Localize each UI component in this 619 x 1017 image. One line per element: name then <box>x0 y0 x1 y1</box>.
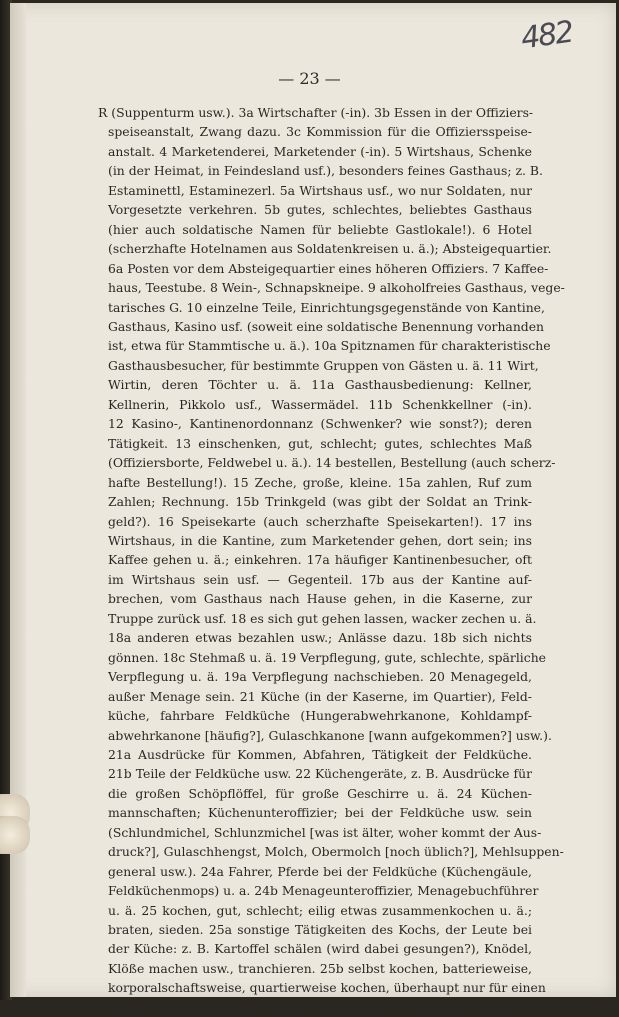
text-line: Zahlen; Rechnung. 15b Trinkgeld (was gibt der Soldat an Trink- <box>108 494 532 510</box>
text-line: haus, Teestube. 8 Wein-, Schnapskneipe. 9 alkoholfreies Gasthaus, vege- <box>108 280 565 296</box>
text-line: Klöße machen usw., tranchieren. 25b selbst kochen, batterieweise, <box>108 960 532 976</box>
text-line: Wirtshaus, in die Kantine, zum Marketender gehen, dort sein; ins <box>108 532 532 548</box>
text-line: (scherzhafte Hotelnamen aus Soldatenkreisen u. ä.); Absteigequartier. <box>108 241 552 257</box>
handwritten-annotation: 482 <box>518 14 575 57</box>
text-line: 21b Teile der Feldküche usw. 22 Küchengeräte, z. B. Ausdrücke für <box>108 766 532 782</box>
text-line: hafte Bestellung!). 15 Zeche, große, kleine. 15a zahlen, Ruf zum <box>108 474 532 490</box>
body-text <box>98 103 565 1017</box>
text-line: Kaffee gehen u. ä.; einkehren. 17a häufiger Kantinenbesucher, oft <box>108 552 532 568</box>
text-line: (in der Heimat, in Feindesland usf.), besonders feines Gasthaus; z. B. <box>108 163 543 179</box>
text-line: R (Suppenturm usw.). 3a Wirtschafter (-in). 3b Essen in der Offiziers- <box>98 105 534 120</box>
text-line: Truppe zurück usf. 18 es sich gut gehen lassen, wacker zechen u. ä. <box>108 610 537 626</box>
text-line: general usw.). 24a Fahrer, Pferde bei der Feldküche (Küchengäule, <box>108 863 532 879</box>
text-line: die großen Schöpflöffel, für große Geschirre u. ä. 24 Küchen- <box>108 785 532 801</box>
text-line: Verpflegung u. ä. 19a Verpflegung nachschieben. 20 Menagegeld, <box>108 669 532 685</box>
text-line: u. ä. 25 kochen, gut, schlecht; eilig etwas zusammenkochen u. ä.; <box>108 902 532 918</box>
text-line: Feldküchenmops) u. a. 24b Menageunteroffizier, Menagebuchführer <box>108 883 539 899</box>
text-line: gönnen. 18c Stehmaß u. ä. 19 Verpflegung, gute, schlechte, spärliche <box>108 649 547 665</box>
text-line: korporalschaftsweise, quartierweise kochen, überhaupt nur für einen <box>108 980 546 996</box>
text-line: Vorgesetzte verkehren. 5b gutes, schlechtes, beliebtes Gasthaus <box>108 202 532 218</box>
text-line: druck?], Gulaschhengst, Molch, Obermolch [noch üblich?], Mehlsuppen- <box>108 844 564 860</box>
text-line: (Schlundmichel, Schlunzmichel [was ist älter, woher kommt der Aus- <box>108 824 542 840</box>
text-line: 21a Ausdrücke für Kommen, Abfahren, Tätigkeit der Feldküche. <box>108 746 532 762</box>
text-line: brechen, vom Gasthaus nach Hause gehen, in die Kaserne, zur <box>108 591 532 607</box>
page-number: — 23 — <box>278 69 341 88</box>
text-line: im Wirtshaus sein usf. — Gegenteil. 17b aus der Kantine auf- <box>108 571 532 587</box>
text-line: 18a anderen etwas bezahlen usw.; Anlässe dazu. 18b sich nichts <box>108 630 532 646</box>
text-line: 6a Posten vor dem Absteigequartier eines höheren Offiziers. 7 Kaffee- <box>108 260 549 276</box>
text-line: tarisches G. 10 einzelne Teile, Einrichtungsgegenstände von Kantine, <box>108 299 545 315</box>
text-line: anstalt. 4 Marketenderei, Marketender (-in). 5 Wirtshaus, Schenke <box>108 143 532 159</box>
text-line: ist, etwa für Stammtische u. ä.). 10a Spitznamen für charakteristische <box>108 338 551 354</box>
text-line: der Küche: z. B. Kartoffel schälen (wird dabei gesungen?), Knödel, <box>108 941 532 957</box>
text-line: abwehrkanone [häufig?], Gulaschkanone [wann aufgekommen?] usw.). <box>108 727 552 743</box>
text-line: außer Menage sein. 21 Küche (in der Kaserne, im Quartier), Feld- <box>108 688 532 704</box>
text-line: geld?). 16 Speisekarte (auch scherzhafte Speisekarten!). 17 ins <box>108 513 532 529</box>
text-line: mannschaften; Küchenunteroffizier; bei der Feldküche usw. sein <box>108 805 532 821</box>
paper-tab-2 <box>0 816 30 854</box>
text-line: Wirtin, deren Töchter u. ä. 11a Gasthausbedienung: Kellner, <box>108 377 532 393</box>
text-line: (hier auch soldatische Namen für beliebte Gastlokale!). 6 Hotel <box>108 221 532 237</box>
text-line: kleinen Kreis Kameraden kochen (Pipenkoch, Gegensatz: Gulasch- <box>108 999 527 1015</box>
text-line: braten, sieden. 25a sonstige Tätigkeiten des Kochs, der Leute bei <box>108 922 532 938</box>
text-line: speiseanstalt, Zwang dazu. 3c Kommission für die Offiziersspeise- <box>108 124 532 140</box>
text-line: Gasthausbesucher, für bestimmte Gruppen von Gästen u. ä. 11 Wirt, <box>108 357 539 373</box>
text-line: küche, fahrbare Feldküche (Hungerabwehrkanone, Kohldampf- <box>108 708 532 724</box>
text-line: Kellnerin, Pikkolo usf., Wassermädel. 11b Schenkkellner (-in). <box>108 396 532 412</box>
text-line: 12 Kasino-, Kantinenordonnanz (Schwenker? wie sonst?); deren <box>108 416 532 432</box>
text-line: Tätigkeit. 13 einschenken, gut, schlecht; gutes, schlechtes Maß <box>108 435 532 451</box>
text-line: Gasthaus, Kasino usf. (soweit eine soldatische Benennung vorhanden <box>108 318 545 334</box>
text-line: (Offiziersborte, Feldwebel u. ä.). 14 bestellen, Bestellung (auch scherz- <box>108 455 556 471</box>
text-line: Estaminettl, Estaminezerl. 5a Wirtshaus usf., wo nur Soldaten, nur <box>108 182 532 198</box>
